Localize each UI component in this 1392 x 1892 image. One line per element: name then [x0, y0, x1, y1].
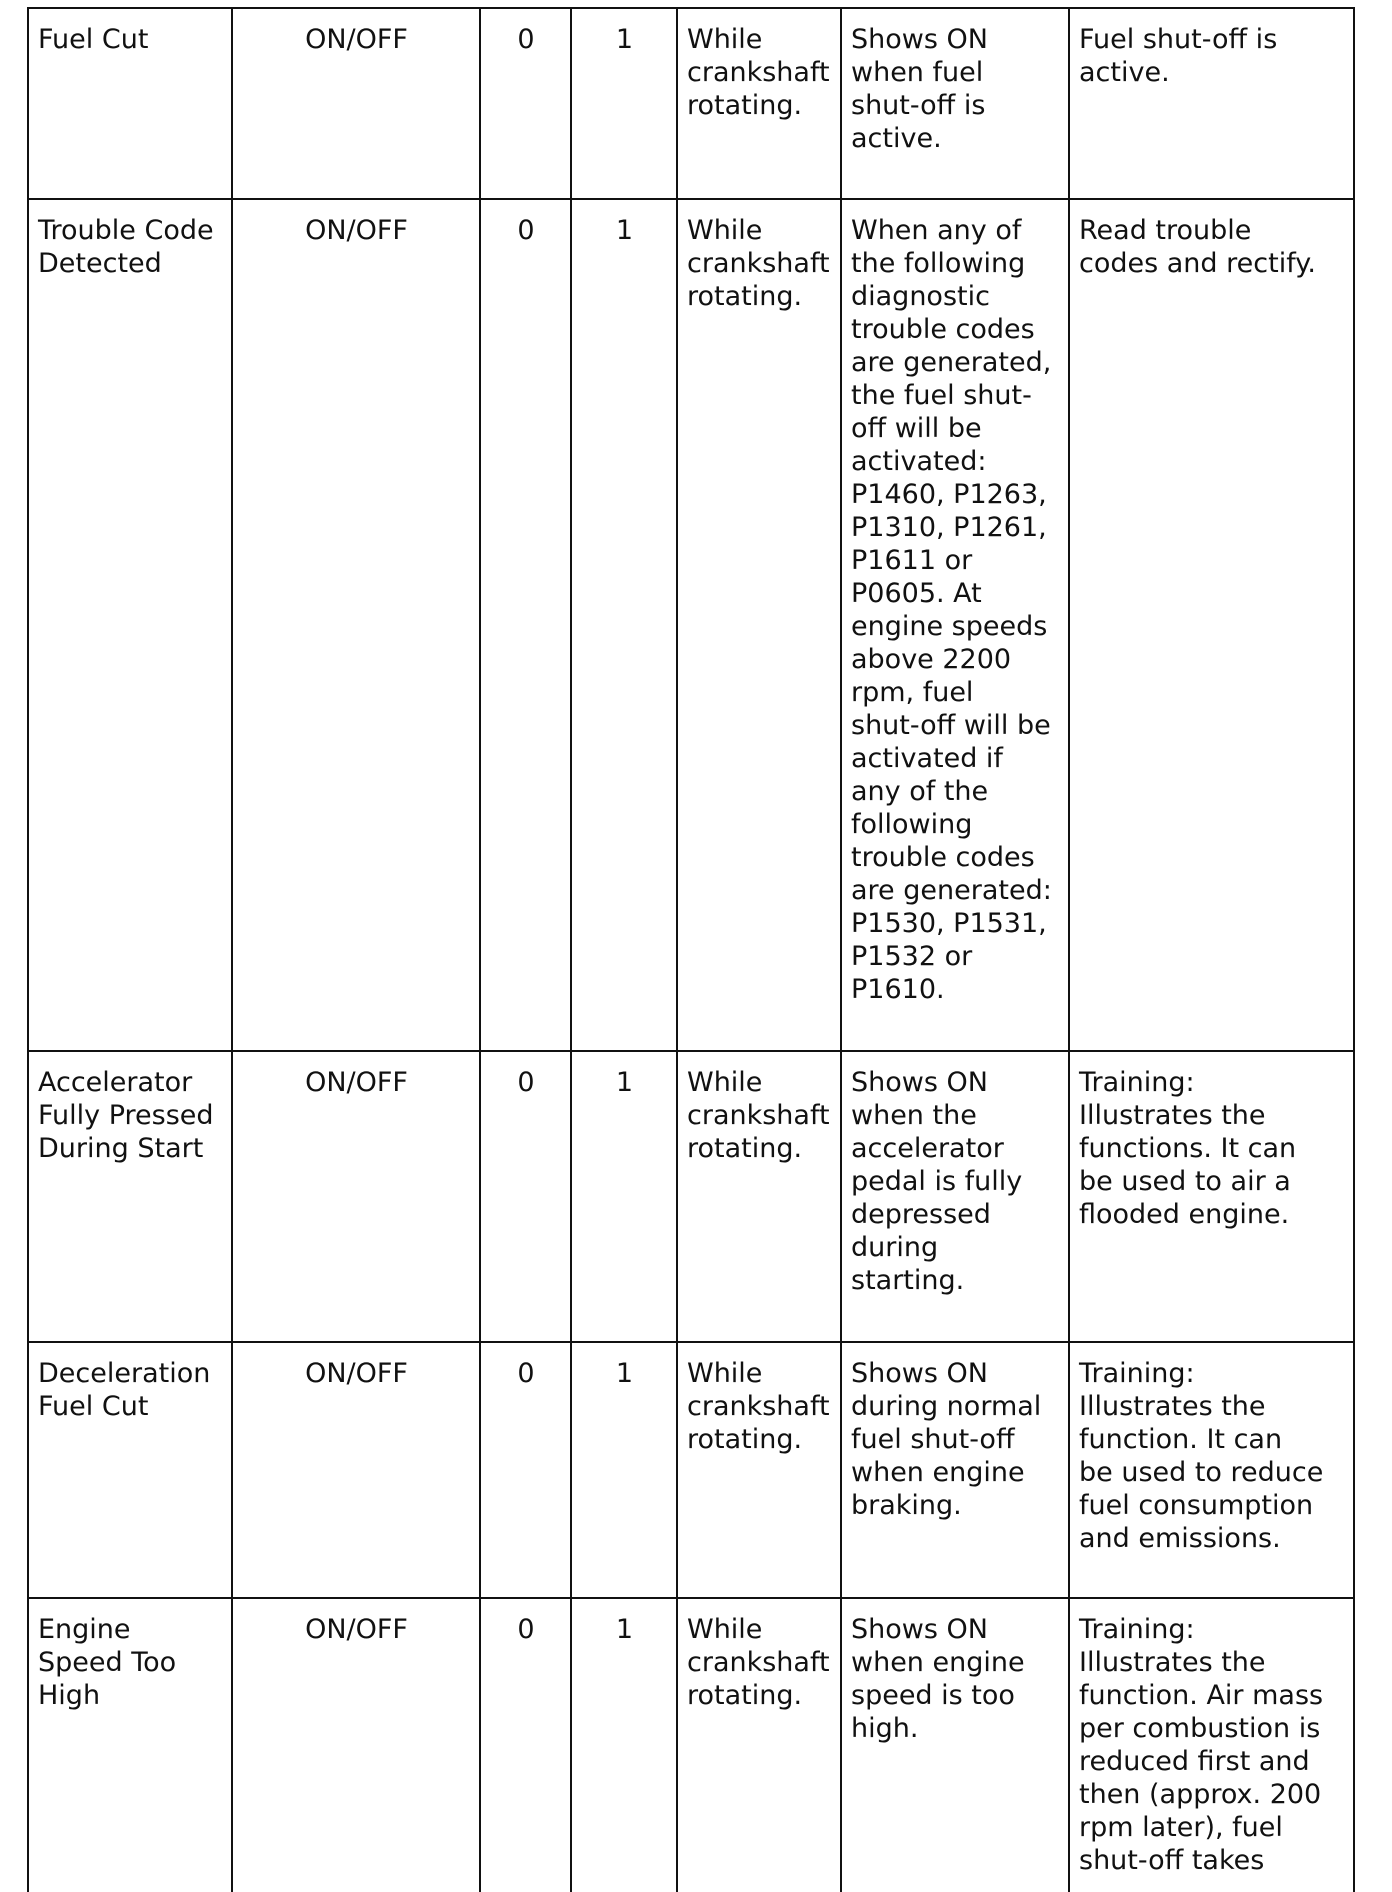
min-value-cell: 0 — [480, 8, 571, 199]
description-cell: Shows ON when engine speed is too high. — [841, 1598, 1069, 1892]
max-value-cell: 1 — [571, 1051, 677, 1342]
max-value-cell: 1 — [571, 1598, 677, 1892]
unit-cell: ON/OFF — [232, 199, 480, 1051]
parameter-name-cell: Fuel Cut — [28, 8, 232, 199]
table-row — [28, 1051, 1354, 1342]
unit-cell: ON/OFF — [232, 1598, 480, 1892]
max-value-cell: 1 — [571, 1342, 677, 1598]
note-cell: Read trouble codes and rectify. — [1069, 199, 1354, 1051]
condition-cell: While crankshaft rotating. — [677, 1051, 841, 1342]
parameter-name-cell: Accelerator Fully Pressed During Start — [28, 1051, 232, 1342]
min-value-cell: 0 — [480, 199, 571, 1051]
unit-cell: ON/OFF — [232, 1342, 480, 1598]
parameter-name-cell: Engine Speed Too High — [28, 1598, 232, 1892]
description-cell: Shows ON when fuel shut-off is active. — [841, 8, 1069, 199]
parameter-name-cell: Trouble Code Detected — [28, 199, 232, 1051]
note-cell: Training: Illustrates the functions. It can be used to air a flooded engine. — [1069, 1051, 1354, 1342]
min-value-cell: 0 — [480, 1598, 571, 1892]
parameter-name-cell: Deceleration Fuel Cut — [28, 1342, 232, 1598]
table-row — [28, 1598, 1354, 1892]
note-cell: Fuel shut-off is active. — [1069, 8, 1354, 199]
condition-cell: While crankshaft rotating. — [677, 1342, 841, 1598]
condition-cell: While crankshaft rotating. — [677, 1598, 841, 1892]
table-row — [28, 199, 1354, 1051]
min-value-cell: 0 — [480, 1342, 571, 1598]
condition-cell: While crankshaft rotating. — [677, 8, 841, 199]
description-cell: When any of the following diagnostic trouble codes are generated, the fuel shut- off will be activated: P1460, P1263, P1310, P1261, P1611 or P0605. At engine speeds above 2200 rpm, fuel shut-off will be activated if any of the following trouble codes are generated: P1530, P1531, P1532 or P1610. — [841, 199, 1069, 1051]
note-cell: Training: Illustrates the function. Air mass per combustion is reduced first and then (approx. 200 rpm later), fuel shut-off takes — [1069, 1598, 1354, 1892]
table-row — [28, 8, 1354, 199]
parameter-table — [27, 7, 1355, 1892]
condition-cell: While crankshaft rotating. — [677, 199, 841, 1051]
table-row — [28, 1342, 1354, 1598]
note-cell: Training: Illustrates the function. It can be used to reduce fuel consumption and emissions. — [1069, 1342, 1354, 1598]
unit-cell: ON/OFF — [232, 8, 480, 199]
max-value-cell: 1 — [571, 8, 677, 199]
description-cell: Shows ON during normal fuel shut-off when engine braking. — [841, 1342, 1069, 1598]
min-value-cell: 0 — [480, 1051, 571, 1342]
description-cell: Shows ON when the accelerator pedal is fully depressed during starting. — [841, 1051, 1069, 1342]
max-value-cell: 1 — [571, 199, 677, 1051]
unit-cell: ON/OFF — [232, 1051, 480, 1342]
